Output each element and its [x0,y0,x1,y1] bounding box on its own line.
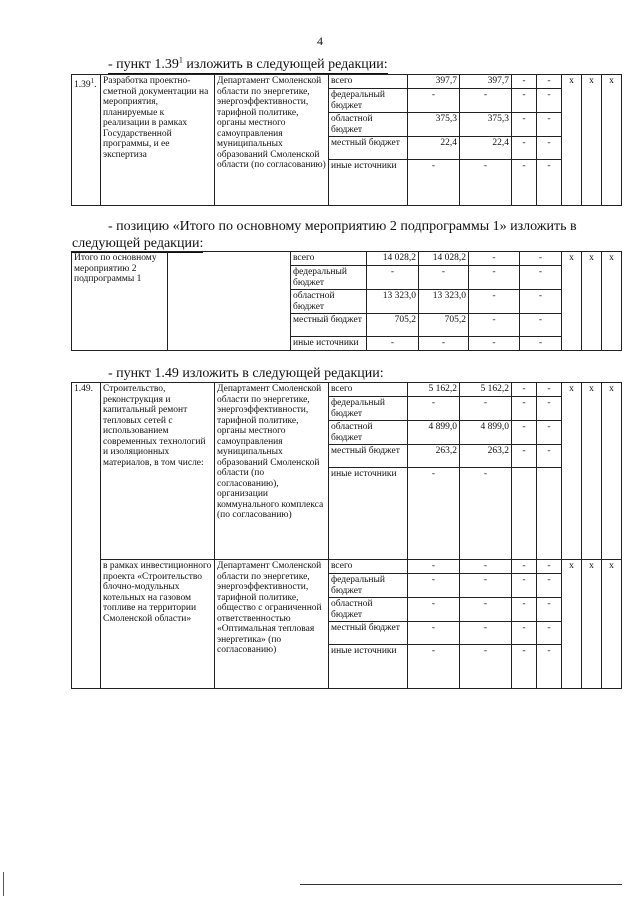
source-label: областной бюджет [291,290,367,314]
value-cell: - [460,468,512,560]
table-point-1-39 [71,74,622,206]
page-number: 4 [317,34,323,48]
value-cell: - [408,397,460,421]
source-label: иные источники [329,645,408,689]
value-cell: - [460,560,512,574]
value-cell: - [469,266,520,290]
value-cell: - [469,314,520,337]
footer-rule [300,884,622,885]
value-cell: - [520,266,562,290]
value-cell: - [408,160,460,206]
sub-measure-name: в рамках инвестиционного проекта «Строительство блочно-модульных котельных на газовом топливе на территории Смоленской области» [101,560,215,689]
source-label: всего [329,560,408,574]
x-mark: x [582,383,602,560]
x-mark: x [602,252,622,351]
value-cell: - [520,290,562,314]
source-label: иные источники [291,337,367,351]
value-cell: - [460,89,512,113]
value-cell: - [537,75,562,89]
heading-superscript: 1 [178,55,183,64]
value-cell: - [469,252,520,266]
value-cell: - [469,337,520,351]
value-cell: - [537,397,562,421]
value-cell [537,468,562,560]
measure-name: Строительство, реконструкция и капитальный ремонт тепловых сетей с использованием современных технологий и изоляционных материалов, в том числе: [101,383,215,560]
value-cell: - [512,622,537,645]
total-name: Итого по основному мероприятию 2 подпрограммы 1 [72,252,168,351]
source-label: местный бюджет [329,622,408,645]
source-label: всего [291,252,367,266]
source-label: местный бюджет [291,314,367,337]
value-cell: - [537,560,562,574]
measure-name: Разработка проектно-сметной документации на мероприятия, планируемые к реализации в рамках Государственной программы, и ее экспертиза [101,75,215,206]
source-label: федеральный бюджет [291,266,367,290]
value-cell: - [512,383,537,397]
value-cell: - [520,252,562,266]
value-cell: - [537,160,562,206]
value-cell: 705,2 [419,314,469,337]
row-number: 1.49. [72,383,101,689]
heading-total-line1: - позицию «Итого по основному мероприятию 2 подпрограммы 1» изложить в [108,219,577,234]
row-number: 1.39$^1$. [72,75,101,206]
x-mark: x [602,75,622,206]
value-cell: - [419,266,469,290]
x-mark: x [582,560,602,689]
value-cell: 397,7 [408,75,460,89]
value-cell: 263,2 [408,445,460,468]
source-label: федеральный бюджет [329,89,408,113]
source-label: местный бюджет [329,137,408,160]
empty-executor-cell [168,252,291,351]
value-cell: 22,4 [408,137,460,160]
value-cell: - [512,560,537,574]
source-label: областной бюджет [329,113,408,137]
value-cell: - [537,383,562,397]
executor: Департамент Смоленской области по энергетике, энергоэффективности, тарифной политике, органы местного самоуправления муниципальных образований Смоленской области (по согласованию) [215,75,329,206]
table-total-measure-2 [71,251,622,351]
scan-margin-mark [3,872,4,896]
heading-point-1-39: - пункт 1.39$^1$ изложить в следующей редакции: [108,55,388,72]
value-cell: - [512,160,537,206]
value-cell: - [537,89,562,113]
value-cell: - [512,445,537,468]
source-label: местный бюджет [329,445,408,468]
x-mark: x [602,383,622,560]
value-cell: - [460,397,512,421]
x-mark: x [582,252,602,351]
x-mark: x [562,75,582,206]
value-cell: - [512,137,537,160]
value-cell: - [460,645,512,689]
value-cell: 375,3 [460,113,512,137]
source-label: всего [329,383,408,397]
value-cell: 14 028,2 [367,252,419,266]
value-cell: 5 162,2 [460,383,512,397]
value-cell: - [512,75,537,89]
x-mark: x [562,383,582,560]
x-mark: x [582,75,602,206]
value-cell: - [512,421,537,445]
value-cell: - [512,574,537,598]
value-cell: 14 028,2 [419,252,469,266]
value-cell: 4 899,0 [408,421,460,445]
value-cell: - [512,89,537,113]
value-cell: 22,4 [460,137,512,160]
value-cell: - [512,598,537,622]
value-cell: - [460,160,512,206]
value-cell: - [408,89,460,113]
value-cell: 263,2 [460,445,512,468]
value-cell: - [408,468,460,560]
value-cell: - [408,598,460,622]
executor: Департамент Смоленской области по энергетике, энергоэффективности, тарифной политике, органы местного самоуправления муниципальных образований Смоленской области (по согласованию), организации коммунального комплекса (по согласованию) [215,383,329,560]
value-cell: - [520,314,562,337]
value-cell: - [367,266,419,290]
source-label: федеральный бюджет [329,574,408,598]
value-cell: - [537,622,562,645]
value-cell [512,468,537,560]
value-cell: - [512,113,537,137]
value-cell: - [537,421,562,445]
value-cell: 397,7 [460,75,512,89]
value-cell: - [460,622,512,645]
value-cell: 705,2 [367,314,419,337]
x-mark: x [562,252,582,351]
value-cell: - [537,445,562,468]
executor: Департамент Смоленской области по энергетике, энергоэффективности, тарифной политике, общество с ограниченной ответственностью «Оптимальная тепловая энергетика» (по согласованию) [215,560,329,689]
value-cell: - [512,645,537,689]
value-cell: - [469,290,520,314]
value-cell: - [408,574,460,598]
value-cell: - [460,574,512,598]
value-cell: - [537,598,562,622]
value-cell: - [367,337,419,351]
heading-point-1-49: - пункт 1.49 изложить в следующей редакции: [108,366,384,381]
source-label: областной бюджет [329,598,408,622]
source-label: иные источники [329,468,408,560]
x-mark: x [602,560,622,689]
value-cell: - [520,337,562,351]
value-cell: - [537,113,562,137]
source-label: федеральный бюджет [329,397,408,421]
value-cell: 4 899,0 [460,421,512,445]
value-cell: - [408,622,460,645]
value-cell: - [512,397,537,421]
value-cell: - [537,137,562,160]
x-mark: x [562,560,582,689]
heading-total-line2: следующей редакции: [72,236,204,251]
value-cell: - [537,574,562,598]
value-cell: 5 162,2 [408,383,460,397]
source-label: всего [329,75,408,89]
source-label: иные источники [329,160,408,206]
value-cell: 13 323,0 [367,290,419,314]
value-cell: - [408,645,460,689]
value-cell: 13 323,0 [419,290,469,314]
source-label: областной бюджет [329,421,408,445]
value-cell: 375,3 [408,113,460,137]
value-cell: - [408,560,460,574]
value-cell: - [419,337,469,351]
value-cell: - [460,598,512,622]
table-point-1-49 [71,382,622,689]
value-cell: - [537,645,562,689]
